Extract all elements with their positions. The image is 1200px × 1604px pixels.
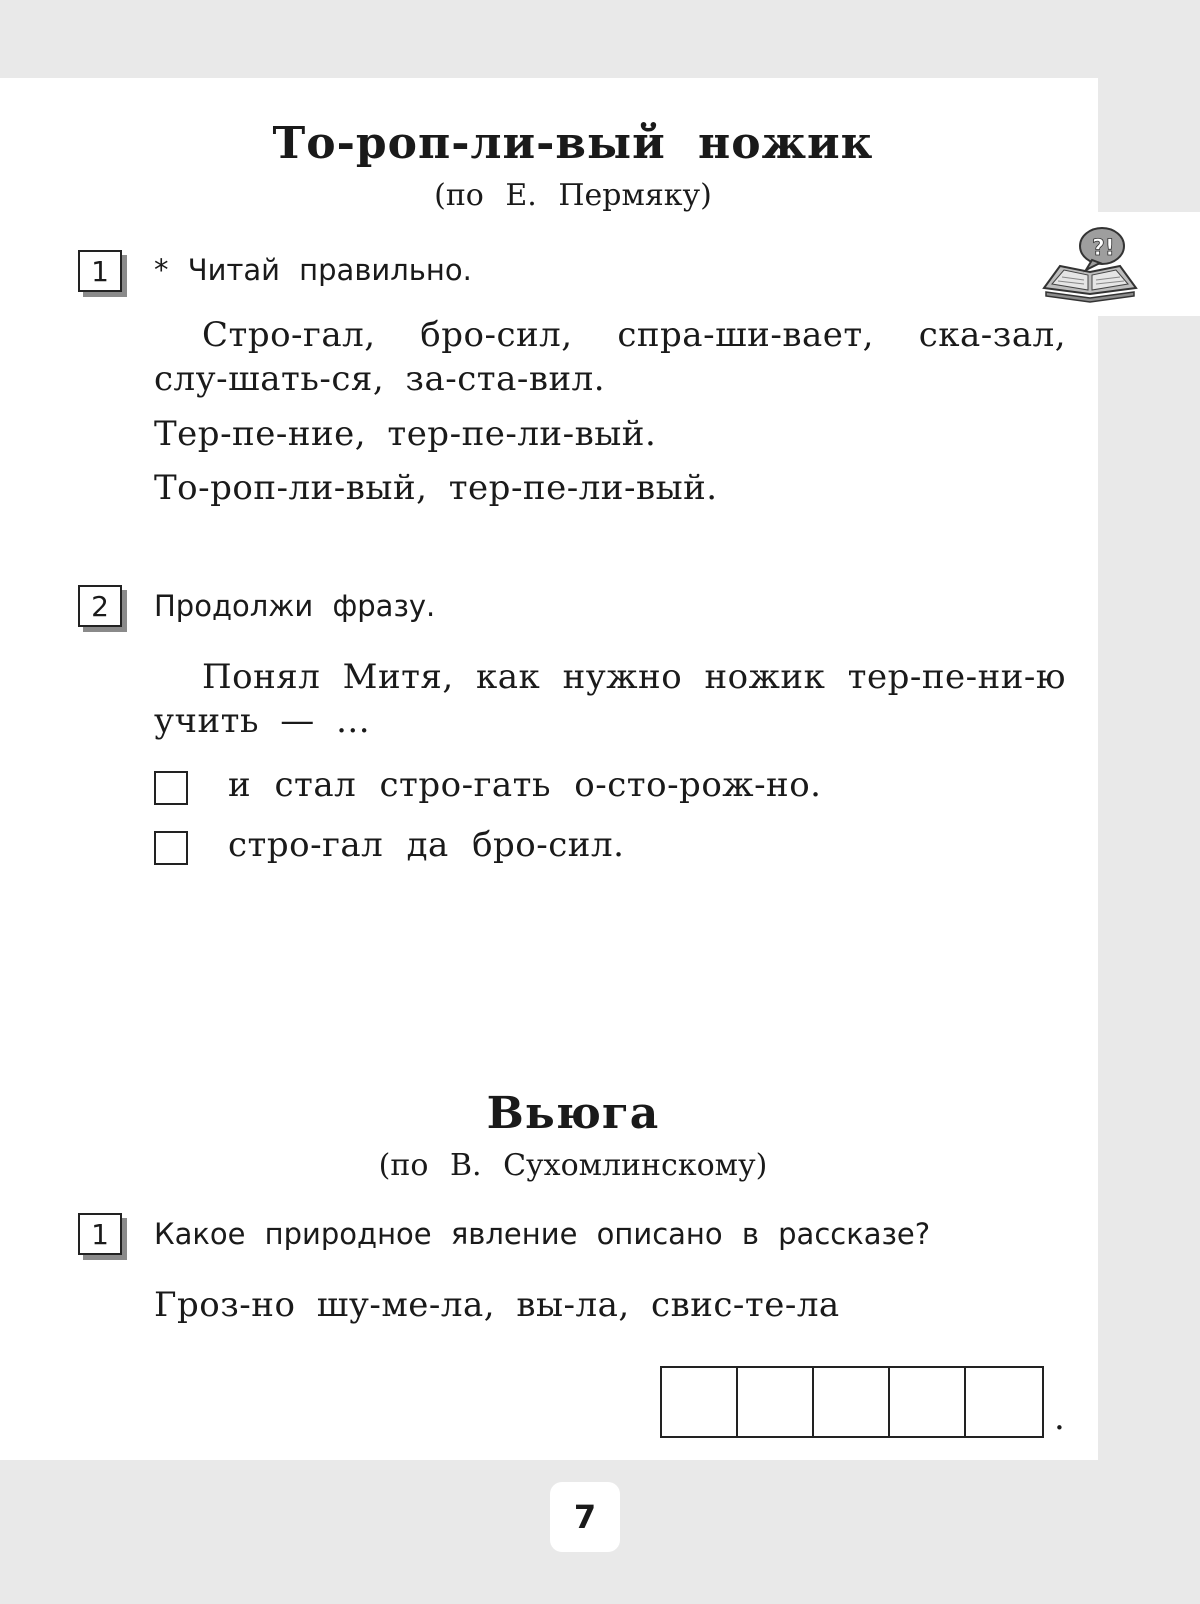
- letter-cell[interactable]: [966, 1368, 1042, 1436]
- task-instruction: Продолжи фразу.: [154, 589, 436, 623]
- svg-text:?!: ?!: [1092, 236, 1115, 261]
- reading-line: То-роп-ли-вый, тер-пе-ли-вый.: [154, 468, 718, 508]
- letter-cell[interactable]: [662, 1368, 738, 1436]
- task-prompt: Понял Митя, как нужно ножик тер-пе-ни-ю учить — ...: [154, 657, 1066, 741]
- letter-cell[interactable]: [814, 1368, 890, 1436]
- answer-checkbox[interactable]: [154, 831, 188, 865]
- story-author: (по Е. Пермяку): [434, 178, 712, 213]
- task-instruction: Какое природное явление описано в рассказе?: [154, 1217, 931, 1251]
- task-number: 2: [78, 585, 122, 627]
- task-instruction: * Читай правильно.: [154, 253, 472, 287]
- story-author: (по В. Сухомлинскому): [378, 1148, 768, 1183]
- end-period: .: [1054, 1398, 1065, 1438]
- letter-cell[interactable]: [738, 1368, 814, 1436]
- task-number: 1: [78, 250, 122, 292]
- answer-letter-grid[interactable]: [660, 1366, 1044, 1438]
- reading-line: Стро-гал, бро-сил, спра-ши-вает, ска-зал, слу-шать-ся, за-ста-вил.: [154, 315, 1066, 399]
- task-number: 1: [78, 1213, 122, 1255]
- story-title: То-роп-ли-вый ножик: [272, 118, 874, 169]
- answer-checkbox[interactable]: [154, 771, 188, 805]
- reading-line: Тер-пе-ние, тер-пе-ли-вый.: [154, 414, 657, 454]
- story-title: Вьюга: [486, 1088, 660, 1139]
- answer-option: стро-гал да бро-сил.: [228, 825, 625, 865]
- story-phrase: Гроз-но шу-ме-ла, вы-ла, свис-те-ла: [154, 1285, 840, 1325]
- page-number: 7: [550, 1482, 620, 1552]
- answer-option: и стал стро-гать о-сто-рож-но.: [228, 765, 822, 805]
- letter-cell[interactable]: [890, 1368, 966, 1436]
- book-question-icon: [1040, 226, 1140, 304]
